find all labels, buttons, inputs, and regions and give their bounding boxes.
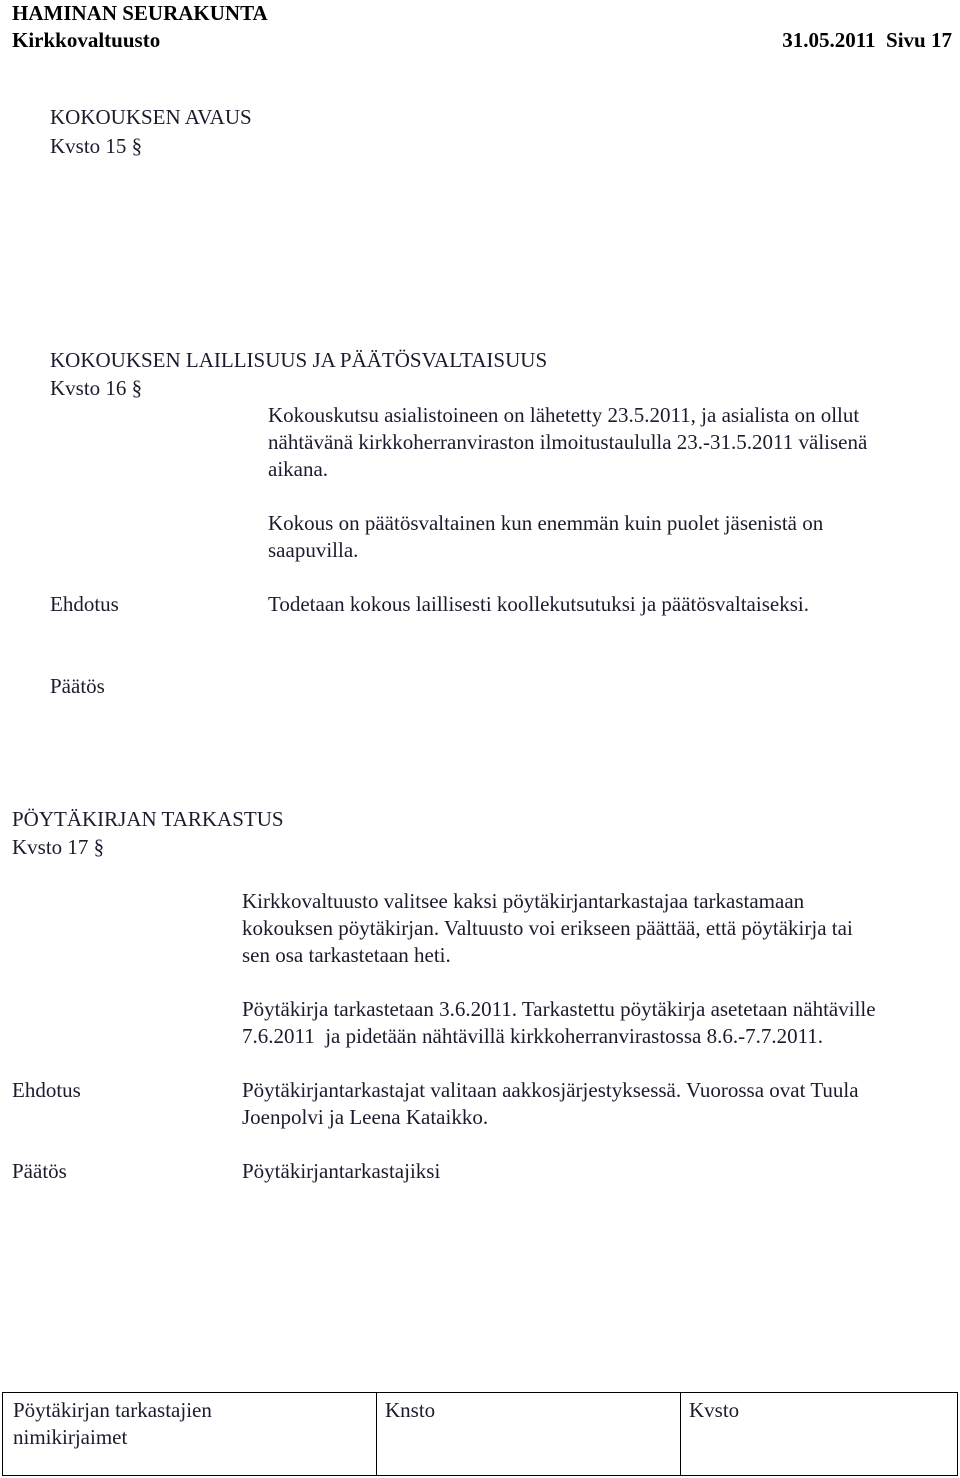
section-16-number: Kvsto 16 §	[50, 376, 143, 400]
section-17-decision-text: Pöytäkirjantarkastajiksi	[242, 1159, 441, 1183]
body-name: Kirkkovaltuusto	[12, 28, 161, 52]
section-17-para2-line1: Pöytäkirja tarkastetaan 3.6.2011. Tarkastettu pöytäkirja asetetaan nähtäville	[242, 997, 876, 1021]
section-16-para1-line1: Kokouskutsu asialistoineen on lähetetty 23.5.2011, ja asialista on ollut	[268, 403, 860, 427]
section-15-number: Kvsto 15 §	[50, 134, 143, 158]
footer-label-cell	[3, 1393, 377, 1475]
section-16-para1-line3: aikana.	[268, 457, 329, 481]
section-16-proposal-text: Todetaan kokous laillisesti koollekutsutuksi ja päätösvaltaiseksi.	[268, 592, 809, 616]
section-17-proposal-line2: Joenpolvi ja Leena Kataikko.	[242, 1105, 489, 1129]
section-17-number: Kvsto 17 §	[12, 835, 105, 859]
section-16-para2-line1: Kokous on päätösvaltainen kun enemmän kuin puolet jäsenistä on	[268, 511, 824, 535]
organization-name: HAMINAN SEURAKUNTA	[12, 1, 268, 25]
section-16-para1-line2: nähtävänä kirkkoherranviraston ilmoitustaululla 23.-31.5.2011 välisenä	[268, 430, 868, 454]
section-17-proposal-label: Ehdotus	[12, 1078, 81, 1102]
date-page: 31.05.2011 Sivu 17	[782, 28, 952, 52]
section-16-proposal-label: Ehdotus	[50, 592, 119, 616]
section-17-para1-line1: Kirkkovaltuusto valitsee kaksi pöytäkirjantarkastajaa tarkastamaan	[242, 889, 805, 913]
section-16-title: KOKOUKSEN LAILLISUUS JA PÄÄTÖSVALTAISUUS	[50, 348, 548, 372]
section-16-para2-line2: saapuvilla.	[268, 538, 359, 562]
footer-label-line2: nimikirjaimet	[13, 1425, 128, 1449]
section-15-title: KOKOUKSEN AVAUS	[50, 105, 252, 129]
section-17-para2-line2: 7.6.2011 ja pidetään nähtävillä kirkkoherranvirastossa 8.6.-7.7.2011.	[242, 1024, 824, 1048]
section-17-para1-line2: kokouksen pöytäkirjan. Valtuusto voi erikseen päättää, että pöytäkirja tai	[242, 916, 853, 940]
section-17-title: PÖYTÄKIRJAN TARKASTUS	[12, 807, 284, 831]
footer-label-line1: Pöytäkirjan tarkastajien	[13, 1398, 212, 1422]
footer-knsto-label: Knsto	[385, 1398, 436, 1422]
footer-kvsto-label: Kvsto	[689, 1398, 740, 1422]
section-16-decision-label: Päätös	[50, 674, 105, 698]
section-17-decision-label: Päätös	[12, 1159, 67, 1183]
footer-knsto-cell	[377, 1393, 681, 1475]
section-17-proposal-line1: Pöytäkirjantarkastajat valitaan aakkosjärjestyksessä. Vuorossa ovat Tuula	[242, 1078, 859, 1102]
section-17-para1-line3: sen osa tarkastetaan heti.	[242, 943, 451, 967]
footer-kvsto-cell	[681, 1393, 957, 1475]
signature-footer-table	[2, 1392, 958, 1476]
